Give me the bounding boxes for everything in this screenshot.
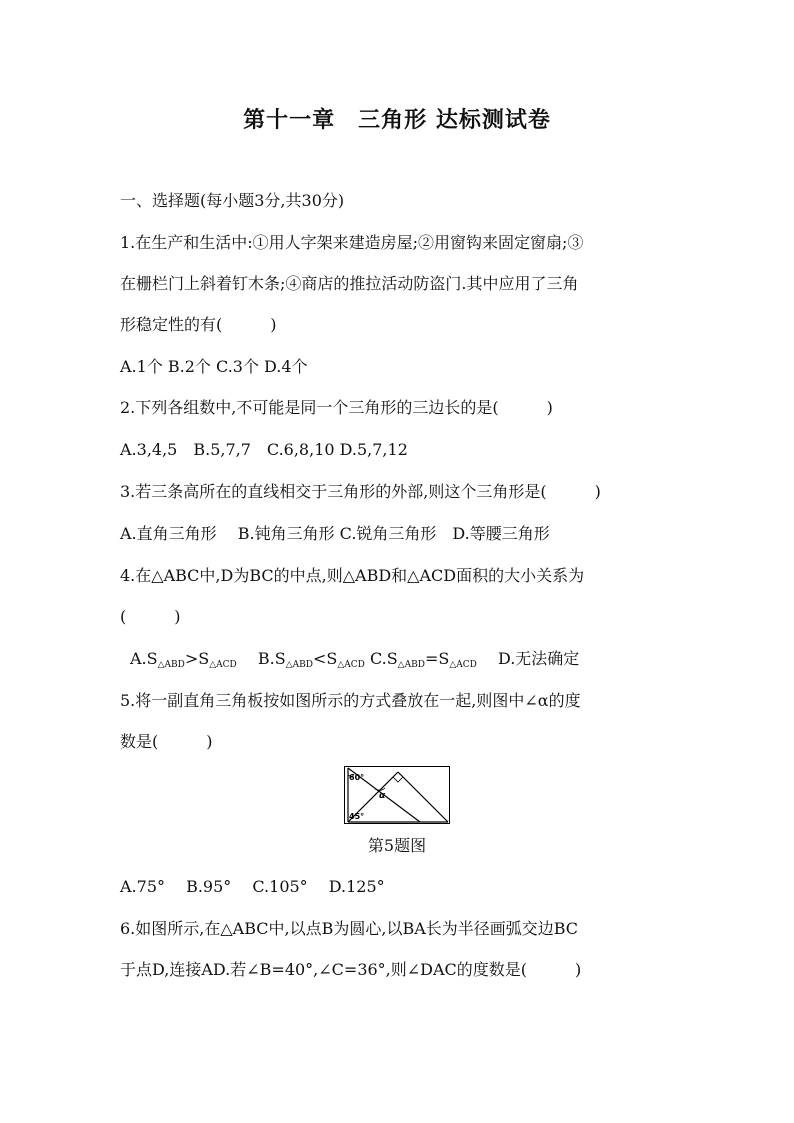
q3-options: A.直角三角形 B.钝角三角形 C.锐角三角形 D.等腰三角形 <box>120 524 550 543</box>
q5-line-2: 数是( ) <box>120 732 213 751</box>
q5-options: A.75° B.95° C.105° D.125° <box>120 877 385 896</box>
q1-line-1: 1.在生产和生活中:①用人字架来建造房屋;②用窗钩来固定窗扇;③ <box>120 233 584 252</box>
q4-line-2: ( ) <box>120 607 181 626</box>
q5-line-1: 5.将一副直角三角板按如图所示的方式叠放在一起,则图中∠α的度 <box>120 691 581 710</box>
figure-caption: 第5题图 <box>367 836 427 855</box>
q4-options <box>130 649 579 675</box>
section-heading: 一、选择题(每小题3分,共30分) <box>120 191 345 210</box>
q1-options: A.1个 B.2个 C.3个 D.4个 <box>120 357 308 376</box>
figure-label-alpha: α <box>379 791 386 801</box>
q4-option-d: D.无法确定 <box>497 649 580 668</box>
q6-line-2: 于点D,连接AD.若∠B=40°,∠C=36°,则∠DAC的度数是( ) <box>120 960 582 979</box>
q4-option-c: $C.S_{\triangle ABD}=S_{\triangle ACD}$ <box>369 649 477 670</box>
page-title: 第十一章 三角形 达标测试卷 <box>243 107 551 133</box>
q4-option-a: $A.S_{\triangle ABD}>S_{\triangle ACD}$ <box>130 649 237 670</box>
figure-label-60: 60° <box>349 773 365 782</box>
q2-options: A.3,4,5 B.5,7,7 C.6,8,10 D.5,7,12 <box>120 440 408 459</box>
q1-line-2: 在栅栏门上斜着钉木条;④商店的推拉活动防盗门.其中应用了三角 <box>120 274 579 293</box>
q1-line-3: 形稳定性的有( ) <box>120 315 277 334</box>
q2-line-1: 2.下列各组数中,不可能是同一个三角形的三边长的是( ) <box>120 398 553 417</box>
triangle-figure <box>344 766 450 824</box>
q3-line-1: 3.若三条高所在的直线相交于三角形的外部,则这个三角形是( ) <box>120 482 601 501</box>
figure-label-45: 45° <box>349 812 365 821</box>
q6-line-1: 6.如图所示,在△ABC中,以点B为圆心,以BA长为半径画弧交边BC <box>120 919 579 938</box>
q4-line-1: 4.在△ABC中,D为BC的中点,则△ABD和△ACD面积的大小关系为 <box>120 566 585 585</box>
q4-option-b: $B.S_{\triangle ABD}<S_{\triangle ACD}$ <box>257 649 365 670</box>
